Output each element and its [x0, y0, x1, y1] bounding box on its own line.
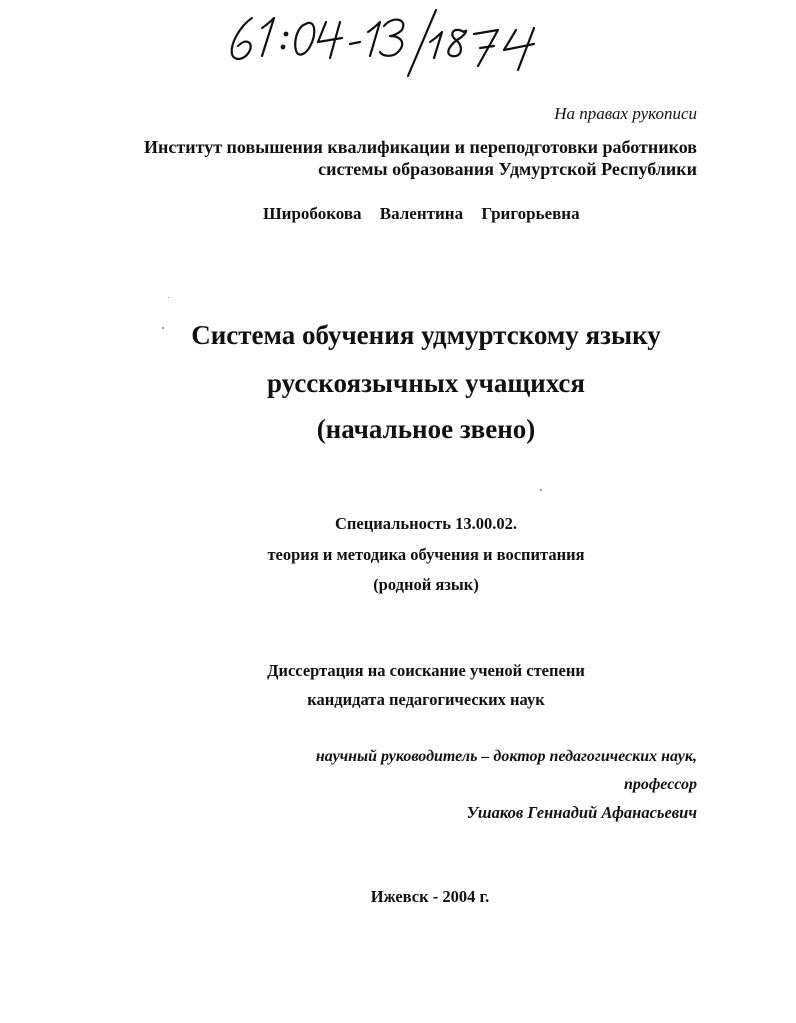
supervisor-rank: профессор [623, 776, 697, 793]
handwritten-code-icon [222, 4, 562, 84]
title-line-3: (начальное звено) [316, 414, 536, 444]
supervisor-name: Ушаков Геннадий Афанасьевич [466, 803, 697, 822]
specialty-code: Специальность 13.00.02. [334, 514, 518, 533]
title-line-2: русскоязычных учащихся [266, 368, 586, 398]
institute-line-2: системы образования Удмуртской Республики [318, 159, 697, 179]
degree-line-1: Диссертация на соискание ученой степени [267, 661, 585, 680]
degree-line-2: кандидата педагогических наук [307, 690, 545, 709]
specialty-detail: (родной язык) [373, 575, 479, 594]
author-name: Широбокова Валентина Григорьевна [263, 204, 580, 223]
supervisor-title: научный руководитель – доктор педагогических наук, [315, 748, 697, 765]
handwritten-catalog-number [222, 4, 562, 84]
scan-speck [168, 297, 169, 298]
scan-speck [540, 489, 542, 491]
institute-name [144, 136, 697, 180]
scan-speck [162, 327, 164, 329]
specialty-name: теория и методика обучения и воспитания [267, 545, 585, 564]
institute-line-1: Институт повышения квалификации и переподготовки работников [144, 137, 697, 157]
rights-note: На правах рукописи [554, 104, 697, 123]
title-line-1: Система обучения удмуртскому языку [191, 320, 661, 350]
city-year: Ижевск - 2004 г. [370, 887, 490, 906]
